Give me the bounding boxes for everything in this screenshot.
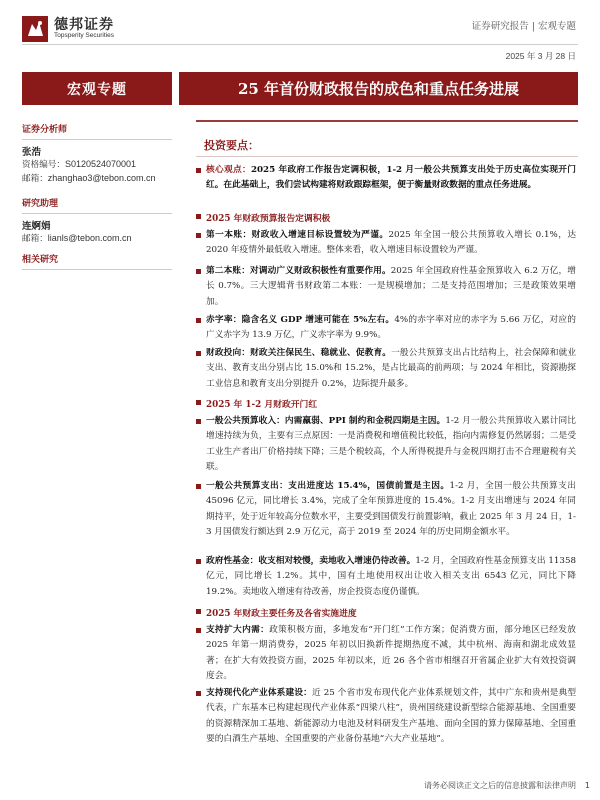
point-label: 第二本账：对调动广义财政积极性有重要作用。 xyxy=(206,266,391,276)
point-label: 赤字率：隐含名义 GDP 增速可能在 5%左右。 xyxy=(206,315,395,325)
point-budget-expenditure xyxy=(206,479,576,541)
point-text: 政策积极方面，多地发布“开门红”工作方案；促消费方面，部分地区已经发放 2025 年第一期消费券，2025 年初以旧换新件提期热度不减，其中杭州、海南和湖北成效显著；在扩大有效投资方面，2025 年初以来，近 26 各个省市相继召开省属企业扩大有效投资调度会。 xyxy=(206,625,576,682)
point-second-account xyxy=(206,264,576,310)
analyst-cert: S0120524070001 xyxy=(64,159,137,169)
section-heading-1 xyxy=(206,211,330,224)
key-points-divider xyxy=(196,156,578,157)
assistant-email-row xyxy=(22,232,172,246)
assistant-divider xyxy=(22,213,172,214)
bullet-icon xyxy=(196,351,201,356)
bullet-icon xyxy=(196,269,201,274)
core-text: 2025 年政府工作报告定调积极，1-2 月一般公共预算支出处于历史高位实现开门红。在此基础上，我们尝试构建将财政跟踪框架，便于衡量财政数据的重点任务进展。 xyxy=(206,165,576,191)
related-section xyxy=(22,252,172,270)
core-view xyxy=(206,163,576,194)
bullet-icon xyxy=(196,419,201,424)
key-points-title: 投资要点： xyxy=(204,139,259,152)
assistant-section xyxy=(22,196,172,246)
analyst-email-row xyxy=(22,172,172,186)
point-budget-revenue xyxy=(206,414,576,476)
point-label: 支持扩大内需： xyxy=(206,625,270,635)
section-title-2: 2025 年 1-2 月财政开门红 xyxy=(206,400,318,410)
point-text: 一般公共预算支出占比结构上，社会保障和就业支出、教育支出分别占比 15.0%和 15.2%，是占比最高的前两项；与 2024 年相比，资源勘探工业信息和教育支出分别提升 0.2%，边际提升最多。 xyxy=(206,348,576,389)
analyst-email-label: 邮箱： xyxy=(22,174,48,184)
point-text: 4%的赤字率对应的赤字为 5.66 万亿，对应的广义赤字为 13.9 万亿，广义赤字率为 9.9%。 xyxy=(206,315,576,341)
point-text: 2025 年全国一般公共预算收入增长 0.1%，达 2020 年疫情外最低收入增速。整体来看，收入增速目标设置较为严谨。 xyxy=(206,230,577,256)
footer-disclaimer: 请务必阅读正文之后的信息披露和法律声明 xyxy=(424,781,576,790)
point-deficit-rate xyxy=(206,313,576,344)
header-divider xyxy=(22,44,578,45)
bullet-icon xyxy=(196,318,201,323)
point-text: 1-2 月，全国政府性基金预算支出 11358 亿元，同比增长 1.2%。其中，国有土地使用权出让收入相关支出 6543 亿元，同比下降 19.2%。卖地收入增速有待改善，房企投资态度仍谨慎。 xyxy=(206,556,577,597)
key-points-rule xyxy=(196,120,578,122)
point-label: 政府性基金：收支相对较慢，卖地收入增速仍待改善。 xyxy=(206,556,416,566)
related-divider xyxy=(22,269,172,270)
bullet-icon xyxy=(196,168,201,173)
assistant-email[interactable]: lianls@tebon.com.cn xyxy=(47,233,132,243)
brand-logo-icon xyxy=(22,16,48,42)
core-label: 核心观点： xyxy=(206,165,251,175)
point-text: 近 25 个省市发布现代化产业体系规划文件，其中广东和贵州是典型代表，广东基本已构建起现代产业体系“四梁八柱”，贵州国绕建设新型综合能源基地、全国重要的资源精深加工基地、新能源动力电池及材料研发生产基地、面向全国的算力保障基地、全国重要的白酒生产基地、全国重要的产业备份基地“六大产业基地”。 xyxy=(206,688,577,745)
assistant-email-label: 邮箱： xyxy=(22,234,48,244)
analyst-email[interactable]: zhanghao3@tebon.com.cn xyxy=(47,173,156,183)
bullet-icon xyxy=(196,484,201,489)
analyst-cert-label: 资格编号： xyxy=(22,160,65,170)
section-heading-3 xyxy=(206,606,357,619)
analyst-section xyxy=(22,122,172,186)
report-date: 2025 年 3 月 28 日 xyxy=(505,51,576,61)
bullet-icon xyxy=(196,609,201,614)
report-type: 证券研究报告 | 宏观专题 xyxy=(471,21,576,32)
bullet-icon xyxy=(196,400,201,405)
point-label: 一般公共预算支出：支出进度达 15.4%，国债前置是主因。 xyxy=(206,481,450,491)
point-text: 1-2 月一般公共预算收入累计同比增速持续为负，主要有三点原因：一是消费税和增值税比较低，指向内需修复仍然孱弱；二是受工业生产者出厂价格持续下降；三是个税较高，个人所得税提升与金税四期打击不合理避税有关联。 xyxy=(206,416,576,473)
section-title-1: 2025 年财政预算报告定调积极 xyxy=(206,214,331,224)
analyst-name: 张浩 xyxy=(22,147,42,158)
point-label: 财政投向：财政关注保民生、稳就业、促教育。 xyxy=(206,348,392,358)
report-title: 25 年首份财政报告的成色和重点任务进展 xyxy=(179,72,578,105)
assistant-label: 研究助理 xyxy=(22,199,59,209)
point-gov-fund xyxy=(206,554,576,600)
point-text: 1-2 月，全国一般公共预算支出 45096 亿元，同比增长 3.4%，完成了全年预算进度的 15.4%。1-2 月支出增速与 2024 年同期持平，处于近年较高分位数水平，主要受到国债发行前置影响，截止 2025 年 3 月 24 日，1-3 月国债发行额达到 2.9 万亿元，高于 2019 至 2024 年的历史同期金额水平。 xyxy=(206,481,576,538)
bullet-icon xyxy=(196,628,201,633)
report-tag: 宏观专题 xyxy=(22,72,172,105)
related-label: 相关研究 xyxy=(22,255,59,265)
bullet-icon xyxy=(196,691,201,696)
section-title-3: 2025 年财政主要任务及各省实施进度 xyxy=(206,609,357,619)
bullet-icon xyxy=(196,233,201,238)
assistant-name: 连婀娟 xyxy=(22,221,51,232)
analyst-cert-row xyxy=(22,158,172,172)
analyst-divider xyxy=(22,139,172,140)
bullet-icon xyxy=(196,214,201,219)
point-label: 第一本账：财政收入增速目标设置较为严谨。 xyxy=(206,230,389,240)
section-heading-2 xyxy=(206,397,317,410)
page-number: 1 xyxy=(584,781,590,790)
point-label: 一般公共预算收入：内需羸弱、PPI 制约和金税四期是主因。 xyxy=(206,416,446,426)
point-modern-industry xyxy=(206,686,576,748)
point-first-account xyxy=(206,228,576,259)
point-domestic-demand xyxy=(206,623,576,685)
point-label: 支持现代化产业体系建设： xyxy=(206,688,312,698)
brand-name-en: Topsperity Securities xyxy=(54,32,114,39)
brand-name-cn: 德邦证券 xyxy=(54,17,114,33)
point-fiscal-direction xyxy=(206,346,576,392)
point-text: 2025 年全国政府性基金预算收入 6.2 万亿，增长 0.7%。三大逻辑背书财政第二本账：一是规模增加；二是支持范围增加；三是政策效果增加。 xyxy=(206,266,576,307)
bullet-icon xyxy=(196,559,201,564)
analyst-label: 证券分析师 xyxy=(22,125,68,135)
